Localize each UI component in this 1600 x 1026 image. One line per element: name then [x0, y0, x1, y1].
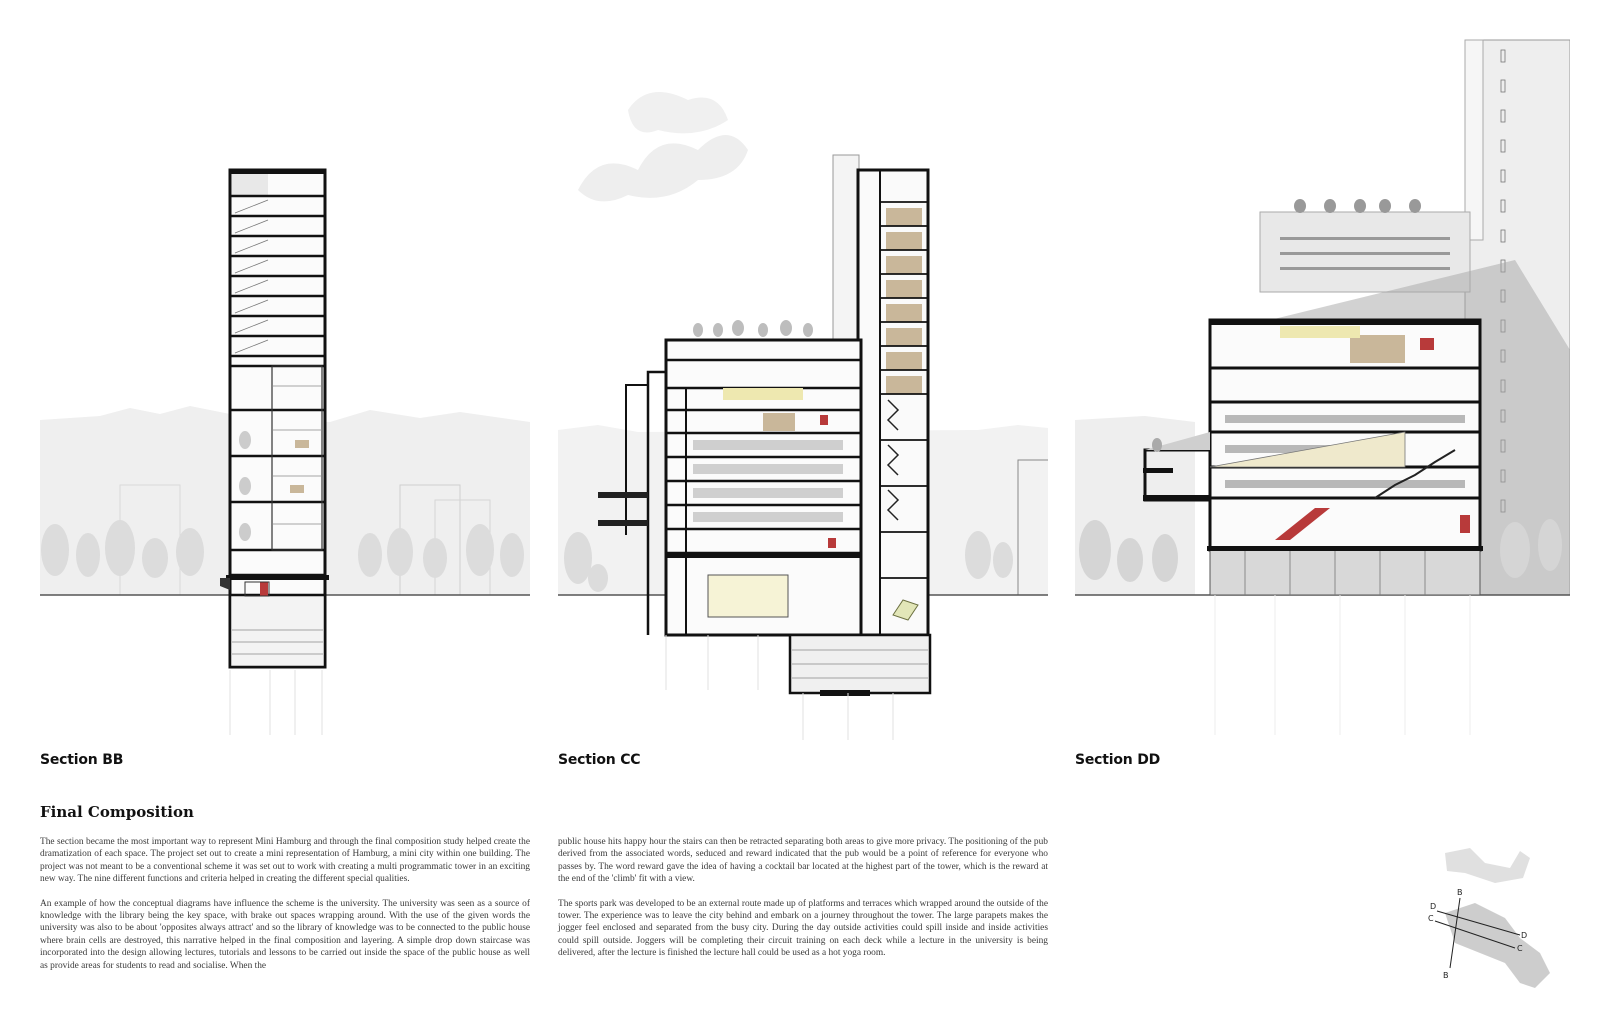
background-roof-trees	[1294, 199, 1421, 213]
section-cc-svg	[558, 30, 1048, 750]
marker-c-right: C	[1517, 944, 1523, 953]
tower-bb	[220, 170, 329, 667]
section-cc-drawing	[558, 30, 1048, 750]
section-dd-label: Section DD	[1075, 752, 1161, 768]
final-composition-heading: Final Composition	[40, 803, 194, 821]
paragraph: The section became the most important way to represent Mini Hamburg and through the final composition study helped create the dramatization of each space. The project set out to create a mini representation of Hamburg, a mini city within one building. The project was not meant to be a conventional scheme it was set out to work with creating a multi programmatic tower in an exciting new way. The nine different functions and criteria helped in creating the different special qualities.	[40, 837, 530, 885]
site-context	[1445, 848, 1530, 883]
paragraph: An example of how the conceptual diagrams have influence the scheme is the university. The university was seen as a source of knowledge with the library being the key space, with brake out spaces wrapping around. With the use of the given words the university was also to be about 'opposites always attract' and so the library of knowledge was to be connected to the public house where brain cells are destroyed, this narrative helped in the final composition and layering. A simple drop down staircase was incorporated into the design allowing lectures, tutorials and lessons to be carried out inside the space of the public house as well as provide areas for students to read and socialise. When the	[40, 898, 530, 971]
site-plan	[1445, 903, 1550, 988]
background-tower-spire	[1465, 40, 1483, 240]
paragraph: public house hits happy hour the stairs can then be retracted separating both areas to give more privacy. The positioning of the pub derived from the associated words, seduced and reward indicated that the pub would be a point of reference for everyone who passes by. The word reward gave the idea of having a cocktail bar located at the highest part of the tower, which is the reward at the end of the 'climb' fit with a view.	[558, 837, 1048, 885]
text-column-1	[40, 836, 530, 984]
site-key-svg	[1425, 843, 1570, 998]
cloud	[628, 92, 728, 133]
section-bb-label: Section BB	[40, 752, 124, 768]
foundation-piles	[230, 670, 322, 735]
section-bb-drawing	[40, 30, 530, 750]
section-dd-drawing	[1075, 30, 1570, 750]
marker-b-top: B	[1457, 888, 1463, 897]
marker-c-left: C	[1428, 914, 1434, 923]
section-bb-svg	[40, 30, 530, 750]
text-column-2	[558, 836, 1048, 972]
section-cc-label: Section CC	[558, 752, 641, 768]
section-dd-svg	[1075, 30, 1570, 750]
tower-cc	[598, 170, 930, 696]
site-key-plan	[1425, 843, 1570, 998]
roof-trees	[693, 320, 813, 337]
cloud	[578, 135, 748, 201]
marker-d-left: D	[1430, 902, 1437, 911]
paragraph: The sports park was developed to be an external route made up of platforms and terraces which wrapped around the outside of the tower. The experience was to leave the city behind and embark on a journey throughout the tower. The large parapets makes the jogger feel enclosed and separated from the busy city. During the day outside activities could spill inside and inside activities could spill outside. Joggers will be completing their circuit training on each deck while a lecture in the university is being delivered, after the lecture is finished the lecture hall could be used as a hot yoga room.	[558, 898, 1048, 959]
marker-d-right: D	[1521, 931, 1528, 940]
foundation-piles	[1215, 595, 1470, 735]
marker-b-bottom: B	[1443, 971, 1449, 980]
